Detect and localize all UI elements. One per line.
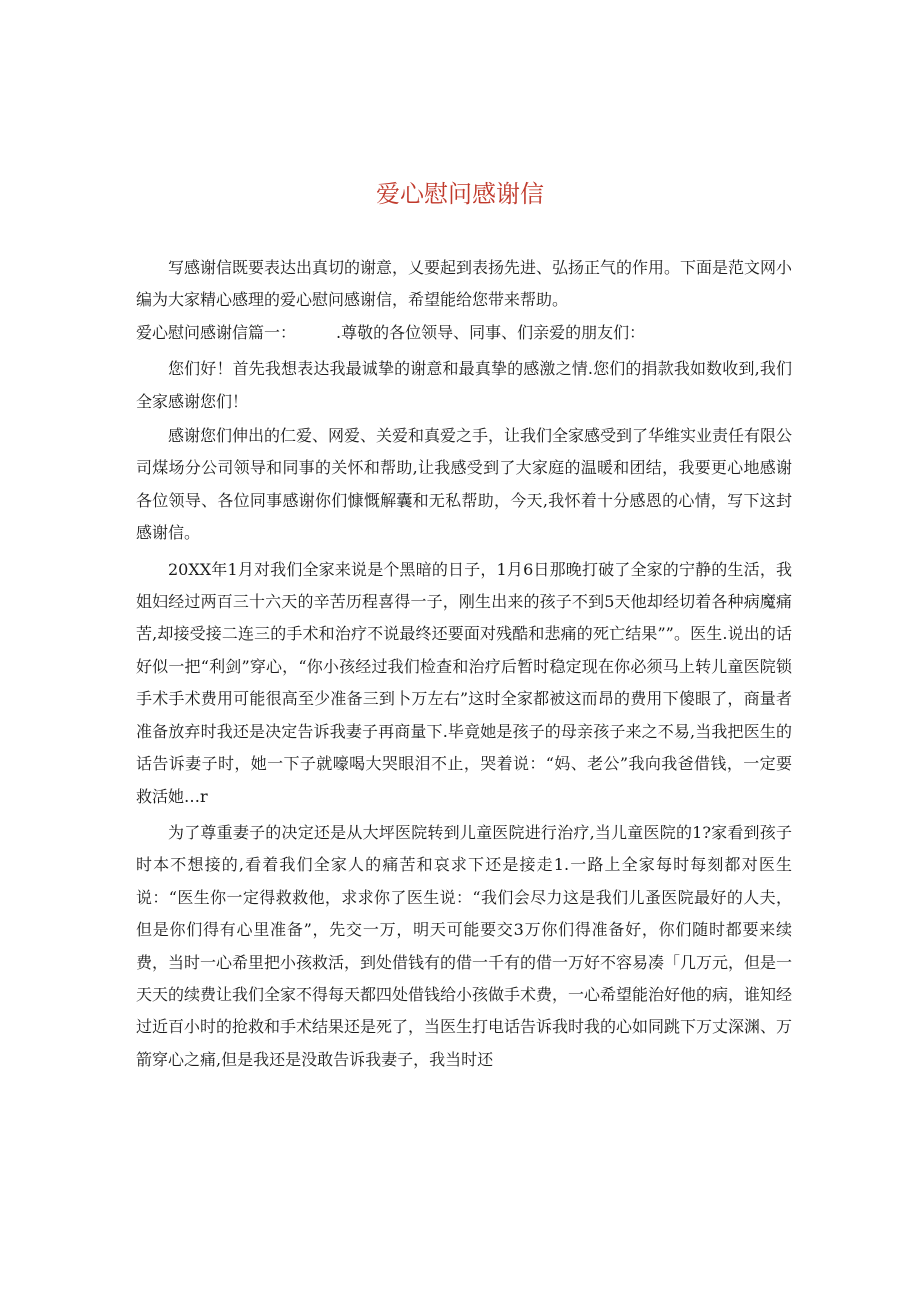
document-title: 爱心慰问感谢信 bbox=[376, 180, 544, 208]
paragraph-intro: 写感谢信既要表达出真切的谢意，乂要起到表扬先进、弘扬正气的作用。下面是范文网小编为大家精心感理的爱心慰问感谢信，希望能给您带来帮助。 bbox=[136, 258, 793, 310]
paragraph-hospital: 为了尊重妻子的决定还是从大坪医院转到儿童医院进行治疗,当儿童医院的1?家看到孩子时本不想接的,看着我们全家人的痛苦和哀求下还是接走1.一路上全家每时每刻都对医生说：“医生你一定得救救他，求求你了医生说：“我们会尽力这是我们儿蚤医院最好的人夫，但是你们得有心里准备”，先交一万，明天可能要交3万你们得准备好，你们随时都要来续费，当时一心希里把小孩救活，到处借钱有的借一千有的借一万好不容易凑「几万元，但是一天天的续费让我们全家不得每天都四处借钱给小孩做手术费，一心希望能治好他的病，谁知经过近百小时的抢救和手术结果还是死了，当医生打电话告诉我时我的心如同跳下万丈深渊、万箭穿心之痛,但是我还是没敢告诉我妻子，我当时还 bbox=[136, 822, 793, 1069]
document-body bbox=[136, 252, 792, 1076]
paragraph-salutation: 爱心慰问感谢信篇一： .尊敬的各位领导、同事、们亲爱的朋友们： bbox=[136, 322, 646, 342]
paragraph-story: 20XX年1月对我们全家来说是个黑暗的日子，1月6日那晚打破了全家的宁静的生活，我姐妇经过两百三十六天的辛苦历程喜得一子，刚生出来的孩子不到5天他却经切着各种病魔痛苦,却接受接二连三的手术和治疗不说最终还要面对残酷和悲痛的死亡结果””。医生.说出的话好似一把“利剑”穿心，“你小孩经过我们检查和治疗后暂时稳定现在你必须马上转儿童医院锁手术手术费用可能很高至少准备三到卜万左右”这时全家都被这而昂的费用下傻眼了，商量者准备放弃时我还是决定告诉我妻子再商量下.毕竟她是孩子的母亲孩子来之不易,当我把医生的话告诉妻子时，她一下子就嚎喝大哭眼泪不止，哭着说：“妈、老公”我向我爸借钱，一定要救活她…r bbox=[136, 559, 792, 806]
paragraph-thanks: 感谢您们伸出的仁爱、网爱、关爱和真爱之手，让我们全家感受到了华维实业责任有限公司煤场分公司领导和同事的关怀和帮助,让我感受到了大家庭的温暖和团结，我要更心地感谢各位领导、各位同事感谢你们慷慨解囊和无私帮助，今天,我怀着十分感恩的心情，写下这封感谢信。 bbox=[136, 426, 793, 543]
paragraph-greeting: 您们好！首先我想表达我最诚挚的谢意和最真挚的感激之情.您们的捐款我如数收到,我们全家感谢您们！ bbox=[136, 359, 792, 411]
